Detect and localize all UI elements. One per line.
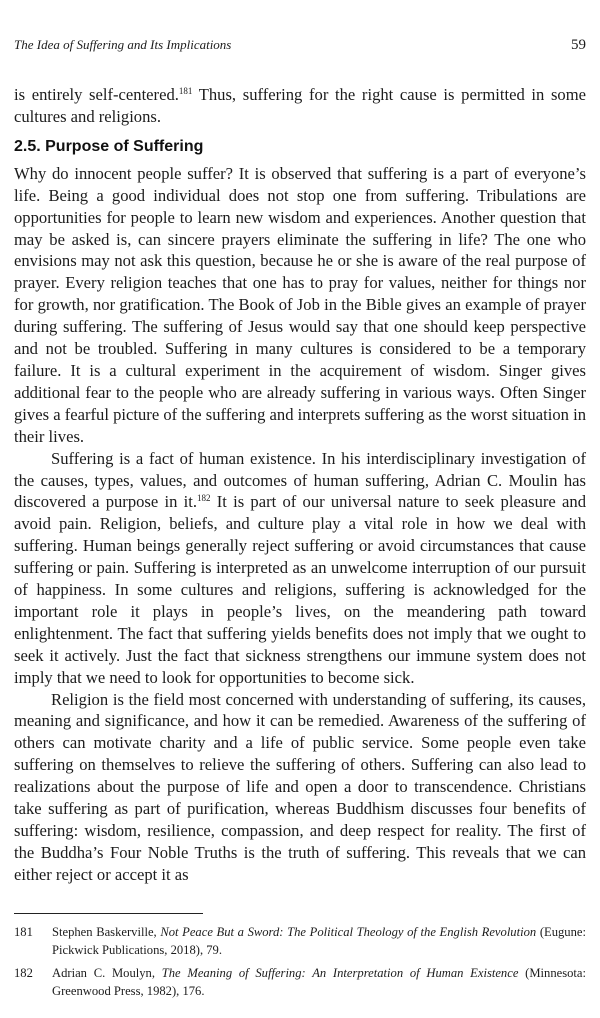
paragraph: Why do innocent people suffer? It is observed that suffering is a part of everyone’s life. Being a good individual does not stop one from suffering. Tribulations are opportunities for people to learn new wisdom and experiences. Another question that may be asked is, can sincere prayers eliminate the suffering in life? The one who envisions may not ask this question, because he or she is aware of the real purpose of prayer. Every religion teaches that one has to pray for values, neither for things nor for growth, nor gratification. The Book of Job in the Bible gives an example of prayer during suffering. The suffering of Jesus would say that one should keep perspective and not be troubled. Suffering in many cultures is considered to be a temporary failure. It is a cultural experiment in the acquirement of wisdom. Singer gives additional fear to the people who are already suffering in various ways. Often Singer gives a fearful picture of the suffering and interprets suffering as the worst situation in their lives.	[14, 163, 586, 446]
paragraph-text: Thus, suffering for the right cause is permitted in some cultures and religions.	[14, 85, 586, 126]
paragraph-text: It is part of our universal nature to seek pleasure and avoid pain. Religion, beliefs, and culture play a vital role in how we deal with suffering. Human beings generally reject suffering or avoid circumstances that cause suffering or pain. Suffering is interpreted as an unwelcome interruption of our pursuit of happiness. In some cultures and religions, suffering is acknowledged for the important role it plays in people’s lives, on the meandering path toward enlightenment. The fact that suffering yields benefits does not imply that we ought to seek it actively. Just the fact that sickness strengthens our immune system does not imply that we need to look for opportunities to become sick.	[14, 492, 586, 687]
footnote-ref-182[interactable]: 182	[197, 493, 211, 504]
paragraph-text: is entirely self-centered.	[14, 85, 179, 104]
footnote	[14, 924, 586, 959]
footnote-details: (Minnesota: Greenwood Press, 1982), 176.	[52, 966, 587, 998]
footnote-title: The Meaning of Suffering: An Interpretation of Human Existence	[161, 966, 519, 981]
paragraph-continued	[14, 84, 586, 128]
footnote-divider	[14, 913, 203, 914]
footnote-number: 182	[14, 966, 33, 981]
running-title: The Idea of Suffering and Its Implications	[14, 37, 232, 52]
paragraph	[14, 448, 586, 689]
paragraph-text: Suffering is a fact of human existence. In his interdisciplinary investigation of the causes, types, values, and outcomes of human suffering, Adrian C. Moulin has discovered a purpose in it.	[14, 448, 586, 512]
body-text	[14, 84, 586, 886]
footnote-number: 181	[14, 925, 33, 939]
paragraph: Religion is the field most concerned with understanding of suffering, its causes, meaning and significance, and how it can be remedied. Awareness of the suffering of others can motivate charity and a life of public service. Some people even take suffering on themselves to relieve the suffering of others. Suffering can also lead to realizations about the purpose of life and open a door to transcendence. Christians take suffering as part of purification, whereas Buddhism discusses four benefits of suffering: wisdom, resilience, compassion, and deep respect for reality. The first of the Buddha’s Four Noble Truths is the truth of suffering. This reveals that we can either reject or accept it as	[14, 689, 586, 884]
footnote-details: (Eugune: Pickwick Publications, 2018), 79.	[52, 925, 586, 957]
section-heading: 2.5. Purpose of Suffering	[14, 137, 204, 155]
footnote-title: Not Peace But a Sword: The Political Theology of the English Revolution	[160, 925, 537, 939]
footnote-text	[52, 924, 586, 959]
footnotes	[14, 924, 586, 1006]
page-number: 59	[571, 37, 586, 53]
footnote-author: Stephen Baskerville,	[52, 925, 161, 939]
running-header	[14, 37, 586, 57]
footnote	[14, 965, 586, 1000]
footnote-author: Adrian C. Moulyn,	[52, 966, 162, 981]
footnote-ref-181[interactable]: 181	[178, 86, 193, 96]
footnote-text	[52, 965, 586, 1000]
